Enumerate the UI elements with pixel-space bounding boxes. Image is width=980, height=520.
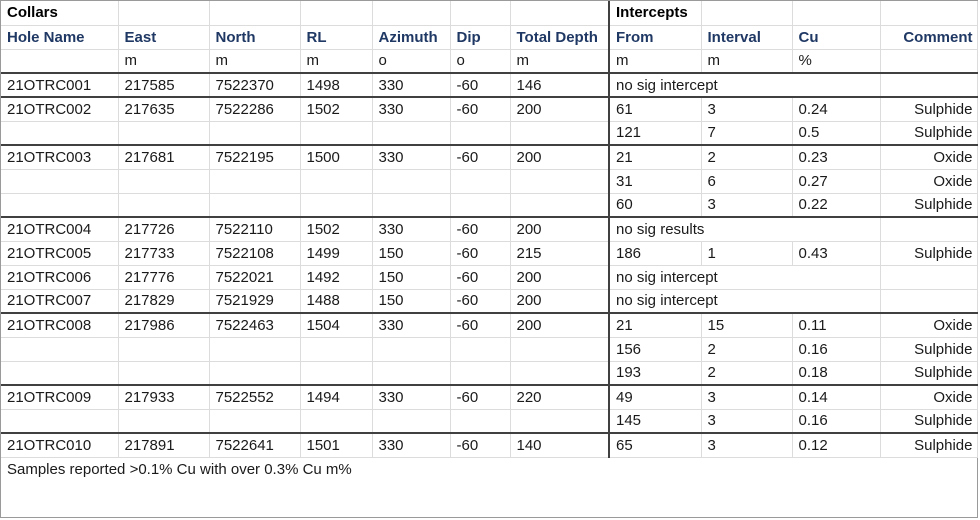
from-header: From [609,25,701,49]
east-cell: 217635 [118,97,209,121]
comment-cell: Sulphide [880,433,977,457]
hole-name-unit [1,49,118,73]
azimuth-cell: 330 [372,313,450,337]
from-cell: 121 [609,121,701,145]
hole-name-cell: 21OTRC003 [1,145,118,169]
comment-cell: Oxide [880,169,977,193]
east-cell [118,169,209,193]
footnote: Samples reported >0.1% Cu with over 0.3% Cu m% [7,460,352,478]
comment-cell [880,217,977,241]
total-depth-cell [510,361,609,385]
rl-cell: 1498 [300,73,372,97]
north-cell: 7522108 [209,241,300,265]
cu-cell: 0.16 [792,409,880,433]
rl-cell [300,337,372,361]
total-depth-cell: 215 [510,241,609,265]
table-row [1,313,977,337]
total-depth-cell [510,193,609,217]
azimuth-cell: 150 [372,289,450,313]
dip-cell [450,193,510,217]
total-depth-cell [510,409,609,433]
cu-cell: 0.18 [792,361,880,385]
from-cell: 21 [609,313,701,337]
interval-cell: 3 [701,97,792,121]
total-depth-cell: 220 [510,385,609,409]
azimuth-cell: 150 [372,265,450,289]
table-row [1,361,977,385]
column-header-row [1,25,977,49]
interval-cell: 7 [701,121,792,145]
dip-cell: -60 [450,289,510,313]
total-depth-cell: 200 [510,217,609,241]
azimuth-header: Azimuth [372,25,450,49]
table-row [1,121,977,145]
dip-cell [450,361,510,385]
comment-cell: Oxide [880,313,977,337]
azimuth-cell: 150 [372,241,450,265]
interval-cell: 2 [701,337,792,361]
comment-header: Comment [880,25,977,49]
hole-name-cell: 21OTRC002 [1,97,118,121]
hole-name-cell [1,121,118,145]
hole-name-cell [1,361,118,385]
east-cell [118,193,209,217]
azimuth-cell: 330 [372,217,450,241]
north-unit: m [209,49,300,73]
north-cell [209,361,300,385]
dip-cell: -60 [450,313,510,337]
rl-cell: 1502 [300,97,372,121]
dip-cell [450,409,510,433]
table-row [1,337,977,361]
east-cell [118,409,209,433]
east-cell: 217829 [118,289,209,313]
from-cell: 60 [609,193,701,217]
interval-cell: 1 [701,241,792,265]
hole-name-cell [1,337,118,361]
no-sig-note: no sig results [609,217,880,241]
comment-cell [880,289,977,313]
east-cell: 217933 [118,385,209,409]
interval-cell: 3 [701,409,792,433]
rl-cell: 1492 [300,265,372,289]
east-cell: 217726 [118,217,209,241]
azimuth-cell: 330 [372,73,450,97]
table-row [1,289,977,313]
rl-cell: 1504 [300,313,372,337]
hole-name-cell: 21OTRC004 [1,217,118,241]
no-sig-note: no sig intercept [609,265,880,289]
table-row [1,193,977,217]
from-cell: 61 [609,97,701,121]
east-cell [118,121,209,145]
from-unit: m [609,49,701,73]
hole-name-cell: 21OTRC008 [1,313,118,337]
dip-cell: -60 [450,73,510,97]
dip-cell [450,169,510,193]
hole-name-cell [1,409,118,433]
comment-cell: Sulphide [880,361,977,385]
north-cell [209,337,300,361]
dip-cell [450,337,510,361]
dip-cell: -60 [450,241,510,265]
cu-cell: 0.12 [792,433,880,457]
rl-cell: 1500 [300,145,372,169]
footnote-row [1,457,977,481]
comment-cell: Sulphide [880,121,977,145]
north-cell: 7522286 [209,97,300,121]
east-cell [118,361,209,385]
table-row [1,409,977,433]
rl-unit: m [300,49,372,73]
no-sig-note: no sig intercept [609,73,880,97]
comment-cell: Sulphide [880,193,977,217]
total-depth-cell: 200 [510,97,609,121]
collars-intercepts-table [1,1,978,481]
comment-cell: Sulphide [880,409,977,433]
rl-cell [300,169,372,193]
north-cell [209,409,300,433]
rl-cell [300,409,372,433]
hole-name-header: Hole Name [1,25,118,49]
azimuth-cell [372,121,450,145]
table-row [1,241,977,265]
cu-cell: 0.11 [792,313,880,337]
interval-cell: 6 [701,169,792,193]
north-header: North [209,25,300,49]
interval-cell: 3 [701,433,792,457]
east-cell: 217681 [118,145,209,169]
comment-cell: Sulphide [880,97,977,121]
total-depth-cell: 200 [510,265,609,289]
dip-cell: -60 [450,217,510,241]
total-depth-unit: m [510,49,609,73]
total-depth-cell: 140 [510,433,609,457]
north-cell [209,121,300,145]
dip-header: Dip [450,25,510,49]
hole-name-cell [1,169,118,193]
north-cell: 7522370 [209,73,300,97]
interval-cell: 3 [701,385,792,409]
azimuth-cell: 330 [372,97,450,121]
rl-cell: 1488 [300,289,372,313]
cu-cell: 0.27 [792,169,880,193]
dip-unit: o [450,49,510,73]
total-depth-cell: 200 [510,313,609,337]
from-cell: 186 [609,241,701,265]
east-cell: 217891 [118,433,209,457]
from-cell: 65 [609,433,701,457]
hole-name-cell: 21OTRC007 [1,289,118,313]
cu-cell: 0.43 [792,241,880,265]
cu-cell: 0.23 [792,145,880,169]
rl-cell [300,193,372,217]
north-cell: 7522110 [209,217,300,241]
dip-cell: -60 [450,385,510,409]
north-cell: 7522552 [209,385,300,409]
north-cell: 7522463 [209,313,300,337]
total-depth-cell: 200 [510,145,609,169]
no-sig-note: no sig intercept [609,289,880,313]
dip-cell: -60 [450,265,510,289]
rl-cell [300,361,372,385]
north-cell: 7522021 [209,265,300,289]
cu-cell: 0.14 [792,385,880,409]
north-cell [209,169,300,193]
table-row [1,169,977,193]
cu-cell: 0.5 [792,121,880,145]
interval-unit: m [701,49,792,73]
azimuth-cell [372,337,450,361]
north-cell: 7522195 [209,145,300,169]
hole-name-cell: 21OTRC009 [1,385,118,409]
table-row [1,433,977,457]
east-cell: 217733 [118,241,209,265]
azimuth-cell: 330 [372,385,450,409]
east-unit: m [118,49,209,73]
comment-cell: Sulphide [880,241,977,265]
east-cell: 217776 [118,265,209,289]
hole-name-cell [1,193,118,217]
from-cell: 49 [609,385,701,409]
comment-cell: Oxide [880,385,977,409]
table-row [1,265,977,289]
rl-cell: 1494 [300,385,372,409]
table-row [1,97,977,121]
azimuth-unit: o [372,49,450,73]
interval-cell: 3 [701,193,792,217]
dip-cell: -60 [450,145,510,169]
rl-cell: 1499 [300,241,372,265]
total-depth-header: Total Depth [510,25,609,49]
from-cell: 193 [609,361,701,385]
comment-cell: Sulphide [880,337,977,361]
cu-cell: 0.22 [792,193,880,217]
dip-cell: -60 [450,433,510,457]
rl-cell: 1501 [300,433,372,457]
interval-cell: 2 [701,361,792,385]
hole-name-cell: 21OTRC001 [1,73,118,97]
comment-cell: Oxide [880,145,977,169]
north-cell [209,193,300,217]
interval-header: Interval [701,25,792,49]
azimuth-cell [372,193,450,217]
east-cell: 217585 [118,73,209,97]
table-row [1,385,977,409]
total-depth-cell [510,337,609,361]
rl-cell: 1502 [300,217,372,241]
hole-name-cell: 21OTRC006 [1,265,118,289]
intercepts-section-title: Intercepts [609,1,701,25]
total-depth-cell [510,169,609,193]
rl-header: RL [300,25,372,49]
cu-header: Cu [792,25,880,49]
east-cell [118,337,209,361]
cu-cell: 0.24 [792,97,880,121]
total-depth-cell: 146 [510,73,609,97]
comment-cell [880,265,977,289]
table-row [1,73,977,97]
dip-cell: -60 [450,97,510,121]
east-cell: 217986 [118,313,209,337]
comment-cell [880,73,977,97]
north-cell: 7521929 [209,289,300,313]
table-row [1,217,977,241]
comment-unit [880,49,977,73]
azimuth-cell [372,409,450,433]
cu-unit: % [792,49,880,73]
azimuth-cell [372,169,450,193]
azimuth-cell: 330 [372,145,450,169]
dip-cell [450,121,510,145]
units-row [1,49,977,73]
azimuth-cell: 330 [372,433,450,457]
total-depth-cell: 200 [510,289,609,313]
interval-cell: 15 [701,313,792,337]
from-cell: 31 [609,169,701,193]
total-depth-cell [510,121,609,145]
north-cell: 7522641 [209,433,300,457]
collars-section-title: Collars [1,1,118,25]
hole-name-cell: 21OTRC010 [1,433,118,457]
hole-name-cell: 21OTRC005 [1,241,118,265]
cu-cell: 0.16 [792,337,880,361]
rl-cell [300,121,372,145]
table-row [1,145,977,169]
from-cell: 21 [609,145,701,169]
east-header: East [118,25,209,49]
interval-cell: 2 [701,145,792,169]
from-cell: 156 [609,337,701,361]
from-cell: 145 [609,409,701,433]
azimuth-cell [372,361,450,385]
